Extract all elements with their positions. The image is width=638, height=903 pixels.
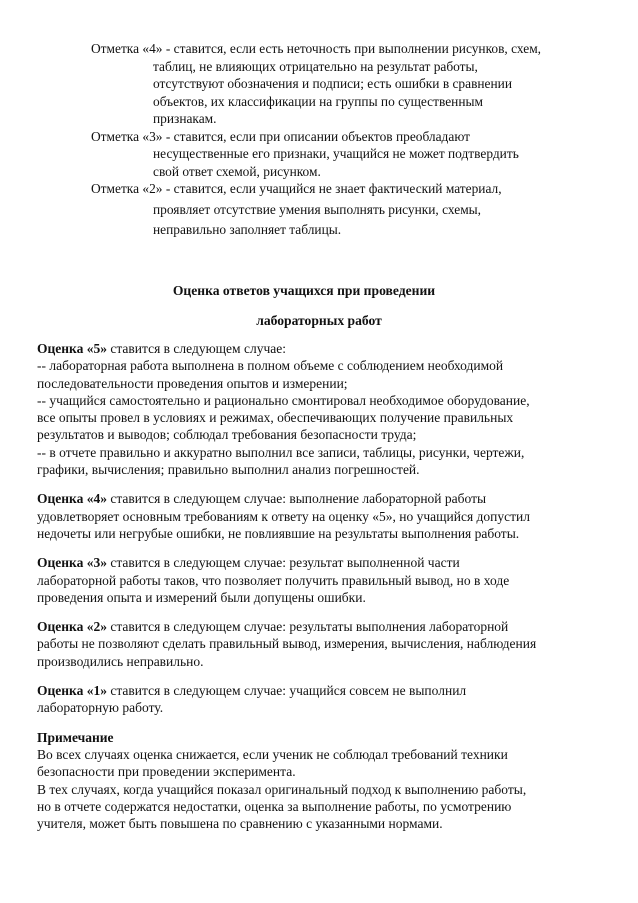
note-line: учителя, может быть повышена по сравнению с указанными нормами.: [37, 816, 443, 832]
grade-3-text: ставится в следующем случае: результат выполненной части: [107, 555, 460, 571]
grade-5-label: Оценка «5»: [37, 341, 107, 356]
mark-3-lead: Отметка «3» - ставится, если при описании объектов преобладают: [91, 128, 470, 144]
grade-2-text: ставится в следующем случае: результаты выполнения лабораторной: [107, 619, 509, 635]
mark-4-line: таблиц, не влияющих отрицательно на результат работы,: [153, 58, 478, 74]
mark-3-criteria: [91, 128, 611, 181]
grade-1-text: ставится в следующем случае: учащийся совсем не выполнил: [107, 683, 467, 699]
grade-4-label: Оценка «4»: [37, 491, 107, 507]
grade-4-paragraph: [37, 490, 607, 542]
grade-1-label: Оценка «1»: [37, 683, 107, 699]
mark-4-line: объектов, их классификации на группы по существенным: [153, 93, 483, 109]
mark-4-lead: Отметка «4» - ставится, если есть неточность при выполнении рисунков, схем,: [91, 41, 542, 56]
grade-1-line: лабораторную работу.: [37, 700, 164, 716]
section-heading-line-1: Оценка ответов учащихся при проведении: [172, 283, 436, 298]
note-line: В тех случаях, когда учащийся показал оригинальный подход к выполнению работы,: [37, 781, 527, 797]
note-line: но в отчете содержатся недостатки, оценка за выполнение работы, по усмотрению: [37, 798, 512, 814]
grade-4-text: ставится в следующем случае: выполнение лабораторной работы: [107, 491, 487, 507]
mark-4-line: отсутствуют обозначения и подписи; есть ошибки в сравнении: [153, 76, 513, 91]
mark-2-line: неправильно заполняет таблицы.: [153, 222, 342, 237]
note-title: Примечание: [37, 729, 114, 745]
grade-5-paragraph: [37, 340, 607, 478]
grade-3-label: Оценка «3»: [37, 555, 107, 571]
note-line: Во всех случаях оценка снижается, если ученик не соблюдал требований техники: [37, 746, 508, 762]
grade-2-line: работы не позволяют сделать правильный вывод, измерения, вычисления, наблюдения: [37, 636, 537, 652]
grade-3-paragraph: [37, 554, 607, 606]
mark-3-line: несущественные его признаки, учащийся не может подтвердить: [153, 146, 519, 161]
grade-5-line: -- учащийся самостоятельно и рационально смонтировал необходимое оборудование,: [37, 392, 530, 408]
grade-5-line: все опыты провел в условиях и режимах, обеспечивающих получение правильных: [37, 410, 514, 426]
grade-4-line: недочеты или негрубые ошибки, не повлиявшие на результаты выполнения работы.: [37, 525, 520, 541]
grade-3-line: проведения опыта и измерений были допущены ошибки.: [37, 589, 366, 605]
mark-4-line: признакам.: [153, 111, 217, 126]
mark-2-lead: Отметка «2» - ставится, если учащийся не знает фактический материал,: [91, 181, 502, 196]
grade-2-paragraph: [37, 618, 607, 670]
section-heading-line-2: лабораторных работ: [256, 313, 382, 328]
grade-1-paragraph: [37, 682, 607, 717]
grade-2-line: производились неправильно.: [37, 653, 204, 669]
grade-5-line: результатов и выводов; соблюдал требования безопасности труда;: [37, 427, 417, 443]
grade-5-line: -- в отчете правильно и аккуратно выполнил все записи, таблицы, рисунки, чертежи,: [37, 444, 525, 460]
grade-5-line: -- лабораторная работа выполнена в полном объеме с соблюдением необходимой: [37, 358, 504, 374]
note-paragraph: [37, 729, 607, 833]
grade-5-line: графики, вычисления; правильно выполнил анализ погрешностей.: [37, 462, 420, 478]
grade-4-line: удовлетворяет основным требованиям к ответу на оценку «5», но учащийся допустил: [37, 508, 530, 524]
grade-5-line: последовательности проведения опытов и измерении;: [37, 375, 348, 391]
grade-3-line: лабораторной работы таков, что позволяет получить правильный вывод, но в ходе: [37, 572, 510, 588]
marks-section: [91, 40, 611, 239]
note-line: безопасности при проведении эксперимента.: [37, 764, 296, 780]
mark-2-criteria: [91, 180, 611, 239]
grade-5-text: ставится в следующем случае:: [107, 341, 286, 356]
mark-2-line: проявляет отсутствие умения выполнять рисунки, схемы,: [153, 201, 482, 217]
grade-2-label: Оценка «2»: [37, 619, 107, 635]
mark-4-criteria: [91, 40, 611, 128]
grades-section: [37, 340, 607, 844]
mark-3-line: свой ответ схемой, рисунком.: [153, 163, 321, 179]
